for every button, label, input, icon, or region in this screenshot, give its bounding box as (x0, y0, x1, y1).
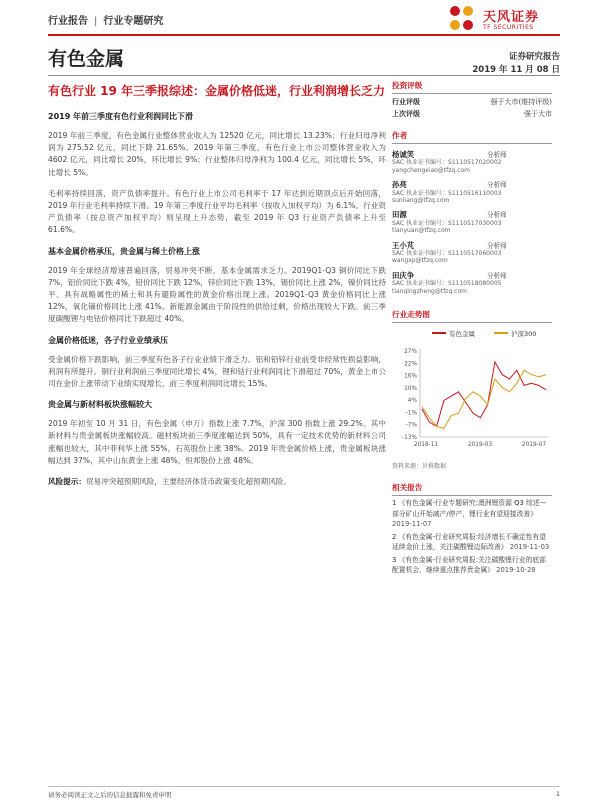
section-paragraph: 毛利率持续回落，资产负债率提升。有色行业上市公司毛利率于 17 年达到近期顶点后开始回落，2019 年行业毛利率持续下滑。19 年第三季度行业平均毛利率（按收入加权平均）为 6.1%。行业资产负债率（按总资产加权平均）则呈现上升态势，截至 2019 年 Q3 行业资产负债率上升至 61.6%。 (48, 188, 386, 235)
brand-sub: TF SECURITIES (483, 24, 534, 31)
report-category: 行业报告 (48, 16, 88, 27)
industry-rating-label: 行业评级 (392, 98, 420, 106)
header-divider (48, 34, 560, 36)
y-tick-label: 16% (404, 373, 417, 380)
legend-label: 有色金属 (449, 330, 475, 339)
trend-chart (392, 325, 552, 455)
related-report-date: 2019-11-03 (509, 543, 550, 552)
author-cert: SAC 执业证书编号：S1110517060003 (392, 250, 502, 258)
author-cert: SAC 执业证书编号：S1110517030003 (392, 219, 502, 227)
author-email[interactable]: tianyuan@tfzq.com (392, 227, 451, 235)
related-title: 相关报告 (392, 482, 552, 496)
author-name: 田源 (392, 210, 407, 220)
related-report-item[interactable] (392, 498, 552, 530)
author-entry (392, 271, 552, 295)
related-report-item[interactable] (392, 532, 552, 553)
section-heading: 2019 年前三季度有色行业利润同比下滑 (48, 112, 194, 121)
rating-title: 投资评级 (392, 80, 552, 94)
author-entry (392, 150, 552, 174)
author-name: 杨诚笑 (392, 150, 415, 159)
sub-divider (48, 75, 560, 76)
related-report-date: 2019-11-07 (392, 520, 432, 529)
author-name: 孙亮 (392, 180, 407, 190)
author-entry (392, 180, 552, 204)
section-heading: 贵金属与新材料板块涨幅较大 (48, 400, 152, 410)
author-email[interactable]: wangxp@tfzq.com (392, 257, 448, 265)
x-tick-label: 2019-03 (467, 442, 493, 449)
author-cert: SAC 执业证书编号：S1110516110003 (392, 189, 502, 197)
section-heading: 金属价格低迷，各子行业业绩承压 (48, 335, 168, 345)
breadcrumb-separator: | (94, 16, 98, 27)
y-tick-label: -13% (402, 435, 417, 442)
authors-title: 作者 (392, 130, 552, 144)
main-content (48, 84, 386, 497)
x-tick-label: 2018-11 (413, 442, 439, 449)
related-report-text: 2 《有色金属-行业研究周报:经济增长不确定性有望延续金价上涨，关注碳酸锂边际改善》 (392, 532, 546, 552)
author-role: 分析师 (487, 271, 507, 280)
related-report-item[interactable] (392, 555, 552, 576)
trend-chart-box (392, 309, 552, 470)
risk-text: 贸易冲突超预期风险，主要经济体货币政策变化超预期风险。 (85, 477, 291, 487)
report-type: 证券研究报告 (508, 52, 560, 62)
author-role: 分析师 (487, 181, 507, 190)
series-line (422, 370, 546, 428)
author-cert: SAC 执业证书编号：S1110518080005 (392, 280, 502, 288)
related-report-date: 2019-10-28 (496, 566, 536, 575)
y-tick-label: -7% (405, 422, 417, 429)
section-heading: 基本金属价格承压，贵金属与稀土价格上涨 (48, 246, 200, 256)
author-name: 田庆争 (392, 270, 415, 280)
author-email[interactable]: sunliang@tfzq.com (392, 197, 450, 205)
sector-title: 有色金属 (48, 48, 125, 70)
prev-rating-row (392, 108, 552, 120)
related-report-text: 1 《有色金属-行业专题研究:澳洲锂资源 Q3 综述—部分矿山开始减产/停产，锂行业有望迎接改善》 (392, 499, 547, 518)
industry-rating-value: 强于大市(维持评级) (490, 98, 552, 106)
footer-disclaimer: 请务必阅读正文之后的信息披露和免责申明 (48, 791, 172, 799)
y-tick-label: 10% (404, 385, 417, 392)
section-paragraph: 2019 年前三季度，有色金属行业整体营业收入为 12520 亿元，同比增长 13.23%；行业归母净利润为 275.52 亿元，同比下降 21.65%。2019 年第三季度，有色行业上市公司整体营业收入为 4602 亿元，同比增长 20%，环比增长 9%；行业整体归母净利为 100.4 亿元，同比增长 5%，环比增长 5%。 (48, 131, 386, 177)
series-line (422, 362, 546, 427)
prev-rating-value: 强于大市 (524, 110, 552, 118)
legend-label: 沪深300 (511, 330, 537, 339)
report-date: 2019 年 11 月 08 日 (472, 65, 560, 75)
report-subcategory: 行业专题研究 (103, 16, 164, 27)
author-email[interactable]: yangchengxiao@tfzq.com (392, 166, 470, 174)
section-paragraph: 受金属价格下跌影响，前三季度有色各子行业业绩下滑乏力。铝和铅锌行业前受非经常性损益影响，利润有所提升。铜行业利润前三季度同比增长 4%，锂和钴行业利润同比下滑超过 70%，黄金上市公司在金价上涨带动下业绩实现增长，前三季度利润同比增长 15%。 (48, 354, 386, 389)
author-entry (392, 241, 552, 265)
brand-name: 天风证券 (483, 10, 540, 25)
section-paragraph: 2019 年全球经济增速普遍回落，贸易冲突不断，基本金属需求乏力。2019Q1-Q3 铜价同比下跌 7%，铝价同比下跌 4%，铅价同比下跌 12%，锌价同比下跌 13%，锡价同比上涨 2%，镍价同比持平。具有战略属性的稀土和具有避险属性的黄金价格出现上涨。2019Q1-Q3 黄金价格同比上涨 12%，氧化镝价格同比上涨 41%。新能源金属由于阶段性的供给过剩，价格出现较大下跌。前三季度碳酸锂与电钴价格同比下跌超过 40%。 (48, 265, 386, 324)
prev-rating-label: 上次评级 (392, 110, 420, 118)
author-entry (392, 210, 552, 234)
y-tick-label: 27% (404, 349, 417, 356)
y-tick-label: -1% (405, 410, 417, 417)
report-breadcrumb (48, 12, 163, 27)
section-paragraph: 2019 年初至 10 月 31 日，有色金属（申万）指数上涨 7.7%，沪深 300 指数上涨 29.2%。其中新材料与贵金属板块涨幅较高。磁材板块前三季度涨幅达到 50%，具有一定技术优势的新材料公司涨幅也较大，其中菲利华上涨 55%，石英股份上涨 38%。2019 年贵金属价格上涨，贵金属板块涨幅达到 37%，其中山东黄金上涨 48%，恒邦股份上涨 48%。 (48, 419, 386, 465)
risk-label: 风险提示： (48, 477, 86, 487)
author-cert: SAC 执业证书编号：S1110517020002 (392, 159, 502, 167)
industry-rating-row (392, 96, 552, 108)
author-role: 分析师 (487, 211, 507, 220)
x-tick-label: 2019-07 (521, 442, 547, 449)
author-name: 王小芃 (392, 240, 415, 250)
y-tick-label: 22% (404, 361, 417, 368)
y-tick-label: 4% (407, 398, 417, 405)
risk-warning (48, 476, 386, 488)
author-email[interactable]: tianqingzheng@tfzq.com (392, 287, 467, 295)
author-role: 分析师 (487, 241, 507, 250)
related-report-text: 3 《有色金属-行业研究周报:关注碳酸锂行业的底部配置机会，继续重点推荐贵金属》 (392, 555, 546, 575)
brand-logo (445, 2, 560, 38)
report-title: 有色行业 19 年三季报综述：金属价格低迷，行业利润增长乏力 (48, 84, 386, 98)
page-number: 1 (555, 790, 560, 798)
author-role: 分析师 (487, 151, 507, 159)
brand-mark-icon (445, 2, 479, 36)
sidebar (392, 80, 552, 576)
page-footer (48, 786, 560, 799)
trend-source: 资料来源：贝格数据 (392, 463, 447, 471)
trend-title: 行业走势图 (392, 309, 552, 323)
